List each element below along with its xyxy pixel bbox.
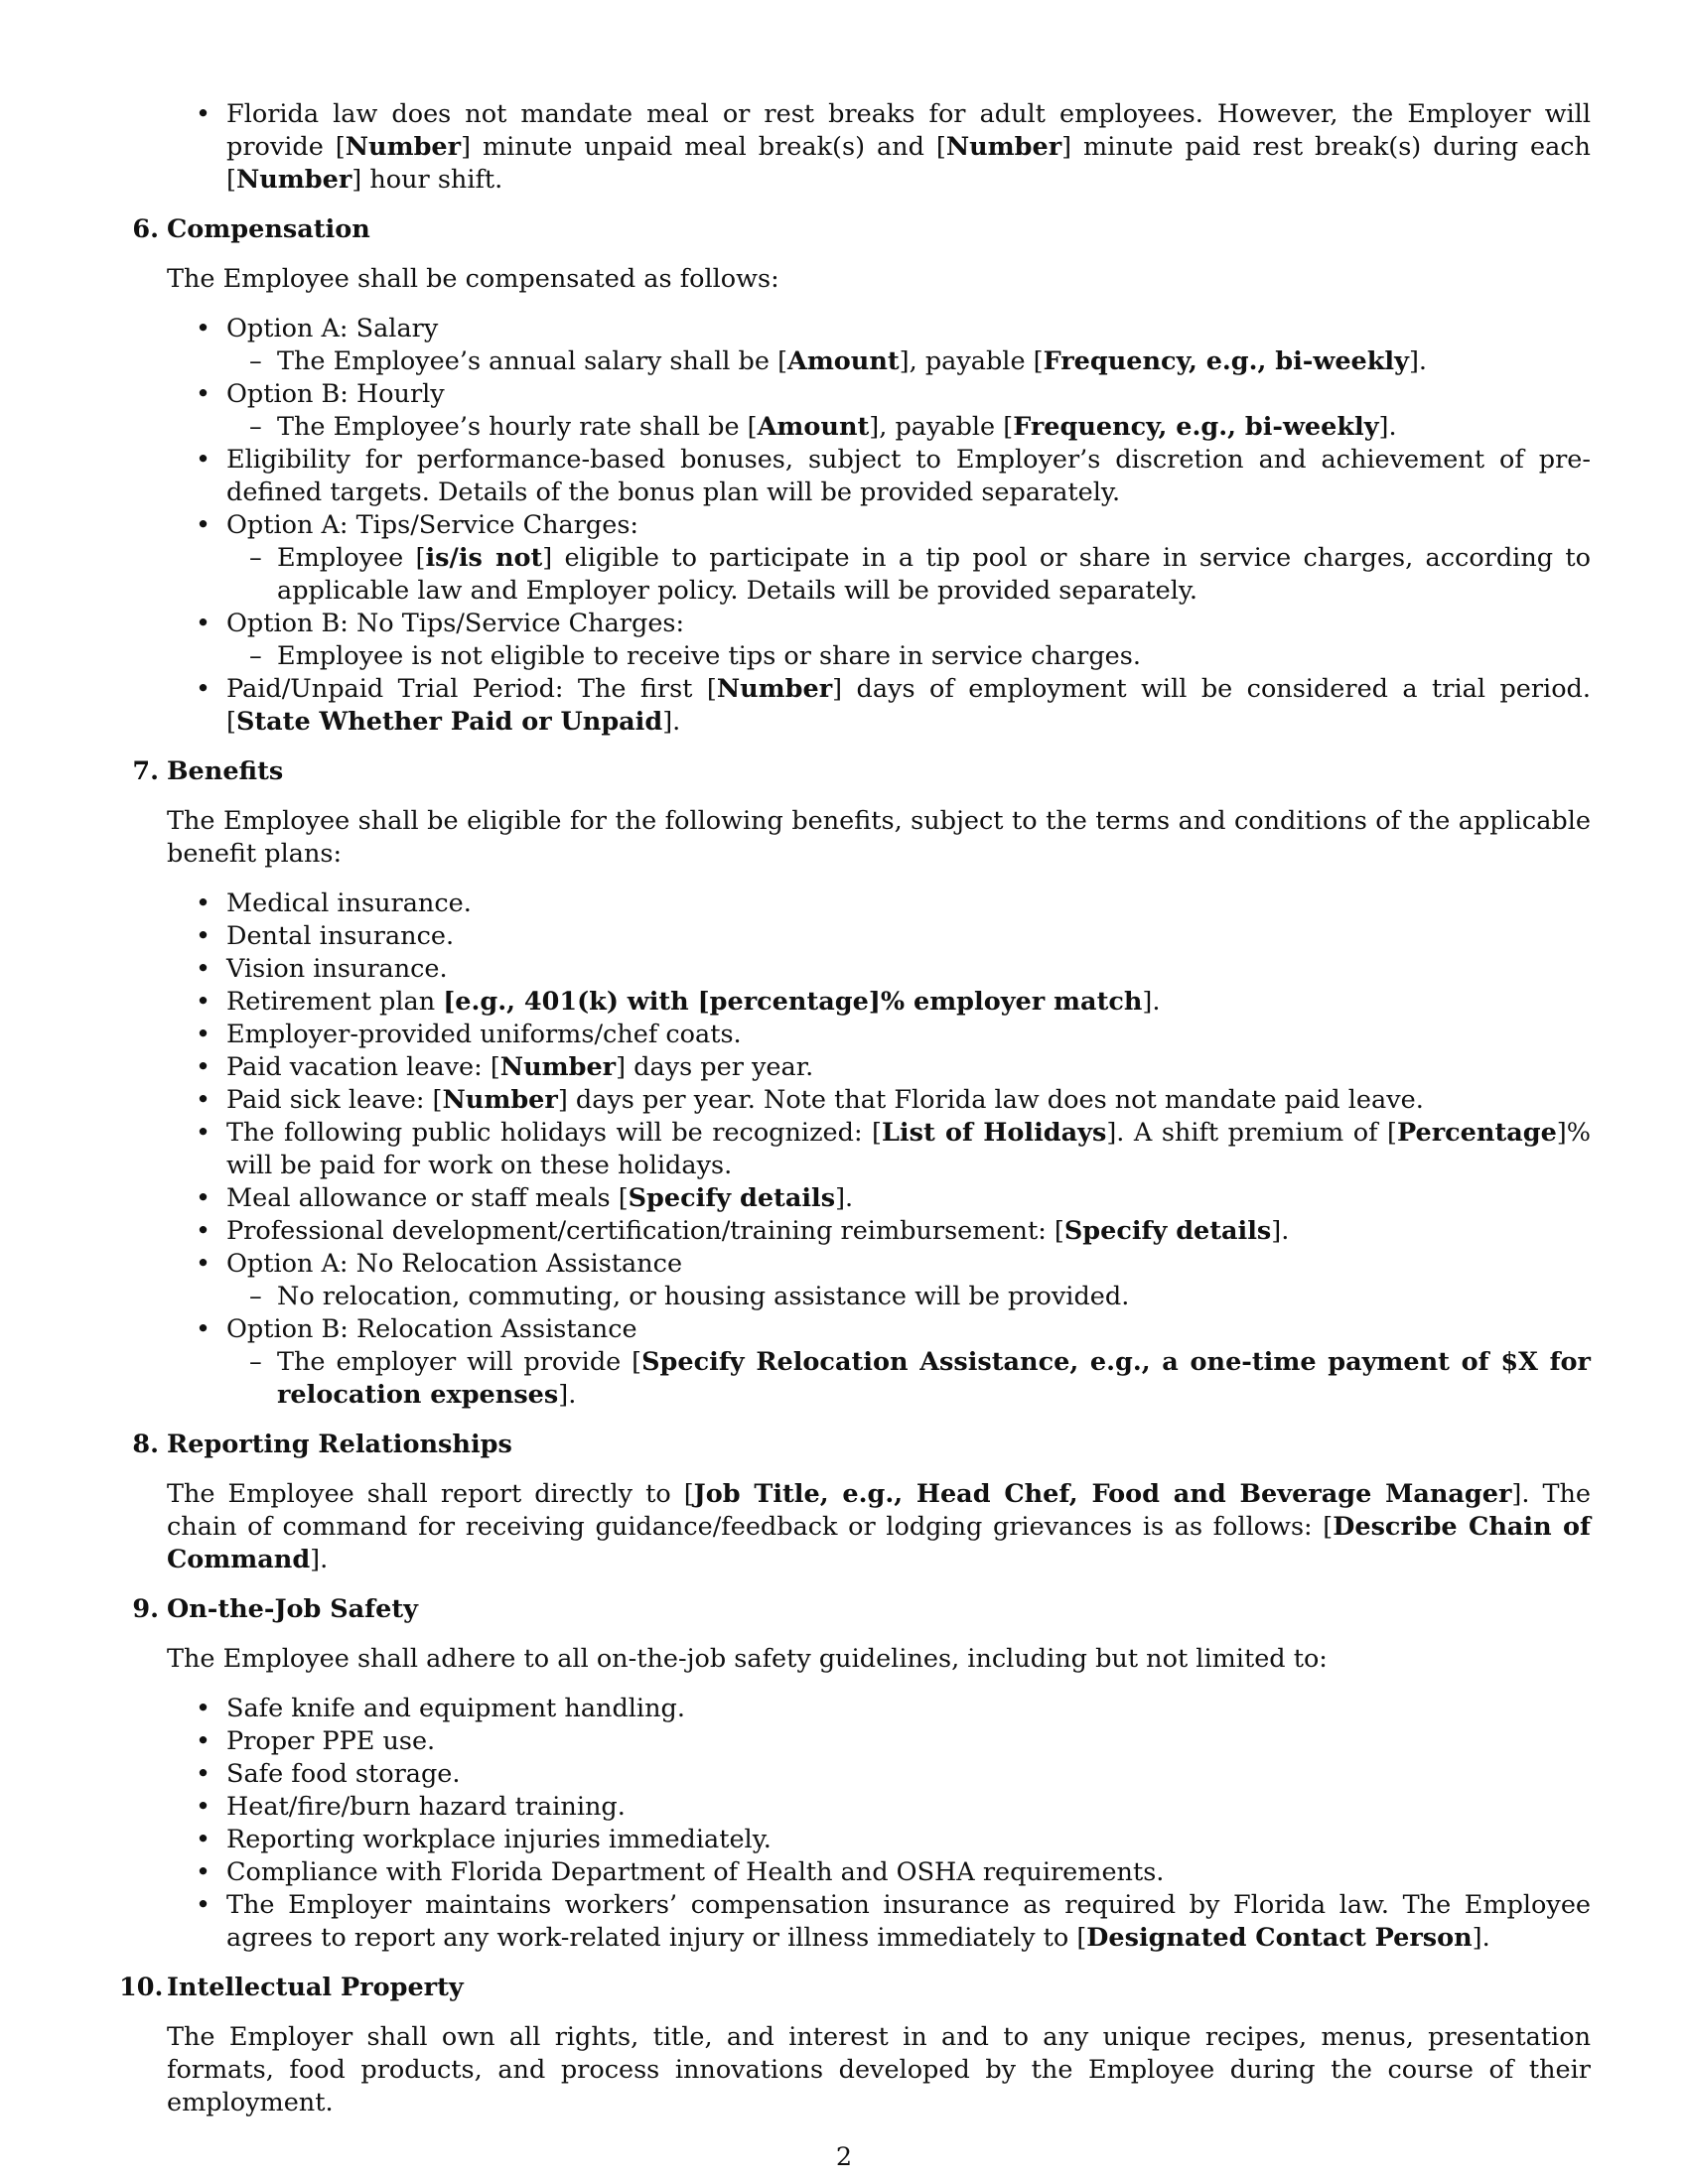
list-item: • Compliance with Florida Department of Health and OSHA requirements. bbox=[167, 1856, 1591, 1889]
list-item: • Heat/fire/burn hazard training. bbox=[167, 1791, 1591, 1824]
benefits-list bbox=[167, 887, 1591, 1412]
list-item: • Medical insurance. bbox=[167, 887, 1591, 920]
meal-break-list bbox=[167, 98, 1591, 197]
list-item: • Eligibility for performance-based bonuses, subject to Employer’s discretion and achievement of pre-defined targets. Details of the bonus plan will be provided separately. bbox=[167, 444, 1591, 509]
placeholder: Frequency, e.g., bi-weekly bbox=[1013, 412, 1379, 442]
text: The Employee’s annual salary shall be [ bbox=[277, 346, 788, 376]
section-heading bbox=[132, 213, 1591, 246]
list-item bbox=[167, 1084, 1591, 1117]
text: Option A: No Relocation Assistance bbox=[226, 1249, 683, 1279]
list-item bbox=[167, 1051, 1591, 1084]
text: ] hour shift. bbox=[352, 165, 503, 195]
text: The Employee’s hourly rate shall be [ bbox=[277, 412, 758, 442]
text: ]. bbox=[310, 1545, 329, 1574]
list-item: • Employer-provided uniforms/chef coats. bbox=[167, 1019, 1591, 1051]
list-item bbox=[167, 673, 1591, 739]
placeholder: Specify details bbox=[1063, 1216, 1272, 1246]
section-title: Reporting Relationships bbox=[167, 1430, 512, 1459]
section-intro: The Employee shall be compensated as follows: bbox=[167, 264, 779, 294]
text: Option B: No Tips/Service Charges: bbox=[226, 609, 685, 638]
section-reporting bbox=[132, 1429, 1592, 1576]
safety-list bbox=[167, 1693, 1591, 1955]
text: The Employer maintains workers’ compensation insurance as required by Florida law. The Employee agrees to report any work-related injury or illness immediately to [ bbox=[226, 1890, 1591, 1953]
text: ]. A shift premium of [ bbox=[1106, 1118, 1397, 1148]
list-item bbox=[167, 313, 1591, 378]
text: ] eligible to participate in a tip pool or share in service charges, according to applicable law and Employer policy. Details will be provided separately. bbox=[277, 543, 1591, 606]
placeholder: Number bbox=[716, 674, 833, 704]
section-number: 7. bbox=[132, 756, 159, 786]
section-title: Compensation bbox=[167, 214, 370, 244]
document-body bbox=[119, 98, 1592, 2136]
placeholder: Number bbox=[345, 132, 462, 162]
text: ]. bbox=[1142, 987, 1161, 1017]
placeholder: is/is not bbox=[425, 543, 543, 573]
list-item bbox=[167, 1889, 1591, 1955]
list-item bbox=[167, 986, 1591, 1019]
section-number: 8. bbox=[132, 1430, 159, 1459]
list-item bbox=[167, 1117, 1591, 1182]
list-item: • Dental insurance. bbox=[167, 920, 1591, 953]
page-number: 2 bbox=[835, 2142, 853, 2172]
text: Professional development/certification/training reimbursement: [ bbox=[226, 1216, 1064, 1246]
meal-break-item bbox=[167, 98, 1591, 197]
section-heading bbox=[132, 1429, 1591, 1461]
compensation-list bbox=[167, 313, 1591, 739]
placeholder: [e.g., 401(k) with [percentage]% employer match bbox=[443, 987, 1143, 1017]
text: ]% will be paid for work on these holidays. bbox=[226, 1118, 1591, 1180]
sub-list bbox=[226, 1346, 1591, 1412]
placeholder: Number bbox=[945, 132, 1062, 162]
sub-list bbox=[226, 345, 1591, 378]
text: Paid vacation leave: [ bbox=[226, 1052, 500, 1082]
list-item: • Proper PPE use. bbox=[167, 1725, 1591, 1758]
sub-item bbox=[226, 345, 1591, 378]
text: ], payable [ bbox=[869, 412, 1014, 442]
list-item: • Vision insurance. bbox=[167, 953, 1591, 986]
section-benefits bbox=[132, 755, 1591, 1412]
text: ]. The chain of command for receiving guidance/feedback or lodging grievances is as follows: [ bbox=[167, 1479, 1592, 1542]
placeholder: Number bbox=[442, 1085, 558, 1115]
text: Employee [ bbox=[277, 543, 426, 573]
section-intro: The Employee shall adhere to all on-the-job safety guidelines, including but not limited to: bbox=[167, 1644, 1328, 1674]
placeholder: Specify Relocation Assistance, e.g., a one-time payment of $X for relocation expenses bbox=[277, 1347, 1591, 1410]
section-paragraph bbox=[167, 1478, 1591, 1576]
list-item bbox=[167, 1215, 1591, 1248]
placeholder: Frequency, e.g., bi-weekly bbox=[1043, 346, 1409, 376]
text: ]. bbox=[1271, 1216, 1290, 1246]
text: ] minute paid rest break(s) during each [ bbox=[226, 132, 1591, 195]
section-intellectual-property bbox=[119, 1972, 1591, 2119]
sub-item bbox=[226, 542, 1591, 608]
text: ] minute unpaid meal break(s) and [ bbox=[461, 132, 946, 162]
sub-list bbox=[226, 411, 1591, 444]
text: Retirement plan bbox=[226, 987, 444, 1017]
sub-item: – Employee is not eligible to receive tips or share in service charges. bbox=[226, 640, 1591, 673]
placeholder: Number bbox=[235, 165, 352, 195]
list-item: • Safe knife and equipment handling. bbox=[167, 1693, 1591, 1725]
placeholder: Amount bbox=[757, 412, 870, 442]
text: Option A: Salary bbox=[226, 314, 439, 343]
placeholder: Designated Contact Person bbox=[1086, 1923, 1473, 1953]
sub-item: – No relocation, commuting, or housing assistance will be provided. bbox=[226, 1281, 1591, 1313]
placeholder: Job Title, e.g., Head Chef, Food and Beverage Manager bbox=[693, 1479, 1512, 1509]
text: Paid sick leave: [ bbox=[226, 1085, 443, 1115]
text: ]. bbox=[1472, 1923, 1490, 1953]
placeholder: Specify details bbox=[628, 1183, 836, 1213]
text: Florida law does not mandate meal or rest breaks for adult employees. However, the Employer will provide [ bbox=[226, 99, 1591, 162]
section-heading bbox=[132, 755, 1591, 788]
text: ]. bbox=[662, 707, 681, 737]
list-item bbox=[167, 378, 1591, 444]
section-number: 6. bbox=[132, 214, 159, 244]
text: Option B: Hourly bbox=[226, 379, 445, 409]
text: ] days per year. bbox=[616, 1052, 814, 1082]
list-item bbox=[167, 608, 1591, 673]
section-number: 9. bbox=[132, 1594, 159, 1624]
sub-item bbox=[226, 1346, 1591, 1412]
section-heading bbox=[119, 1972, 1591, 2004]
text: Paid/Unpaid Trial Period: The first [ bbox=[226, 674, 717, 704]
text: ]. bbox=[1408, 346, 1427, 376]
section-compensation bbox=[132, 213, 1591, 739]
placeholder: Percentage bbox=[1397, 1118, 1557, 1148]
placeholder: List of Holidays bbox=[882, 1118, 1107, 1148]
sub-list bbox=[226, 542, 1591, 608]
section-title: On-the-Job Safety bbox=[167, 1594, 418, 1624]
placeholder: Describe Chain of Command bbox=[167, 1512, 1592, 1574]
list-item: • Safe food storage. bbox=[167, 1758, 1591, 1791]
list-item: • Reporting workplace injuries immediately. bbox=[167, 1824, 1591, 1856]
text: ]. bbox=[1378, 412, 1397, 442]
text: Option B: Relocation Assistance bbox=[226, 1314, 637, 1344]
sub-list bbox=[226, 1281, 1591, 1313]
list-item bbox=[167, 1182, 1591, 1215]
section-title: Intellectual Property bbox=[167, 1973, 464, 2002]
section-intro: The Employee shall be eligible for the following benefits, subject to the terms and conditions of the applicable benefit plans: bbox=[167, 806, 1591, 869]
placeholder: Number bbox=[499, 1052, 617, 1082]
sub-item bbox=[226, 411, 1591, 444]
text: ], payable [ bbox=[899, 346, 1044, 376]
text: ]. bbox=[835, 1183, 854, 1213]
text: Option A: Tips/Service Charges: bbox=[226, 510, 638, 540]
sub-list bbox=[226, 640, 1591, 673]
list-item bbox=[167, 1248, 1591, 1313]
placeholder: State Whether Paid or Unpaid bbox=[235, 707, 663, 737]
text: The Employee shall report directly to [ bbox=[167, 1479, 694, 1509]
section-safety bbox=[132, 1593, 1591, 1955]
text: The employer will provide [ bbox=[277, 1347, 642, 1377]
text: Meal allowance or staff meals [ bbox=[226, 1183, 629, 1213]
list-item bbox=[167, 1313, 1591, 1412]
section-title: Benefits bbox=[167, 756, 284, 786]
placeholder: Amount bbox=[787, 346, 900, 376]
text: ] days of employment will be considered a trial period. [ bbox=[226, 674, 1591, 737]
section-paragraph: The Employer shall own all rights, title, and interest in and to any unique recipes, menus, presentation formats, food products, and process innovations developed by the Employee during the course of their employment. bbox=[167, 2022, 1591, 2117]
section-heading bbox=[132, 1593, 1591, 1626]
text: ] days per year. Note that Florida law does not mandate paid leave. bbox=[557, 1085, 1424, 1115]
text: ]. bbox=[558, 1380, 577, 1410]
section-number: 10. bbox=[119, 1973, 164, 2002]
list-item bbox=[167, 509, 1591, 608]
text: The following public holidays will be recognized: [ bbox=[226, 1118, 882, 1148]
